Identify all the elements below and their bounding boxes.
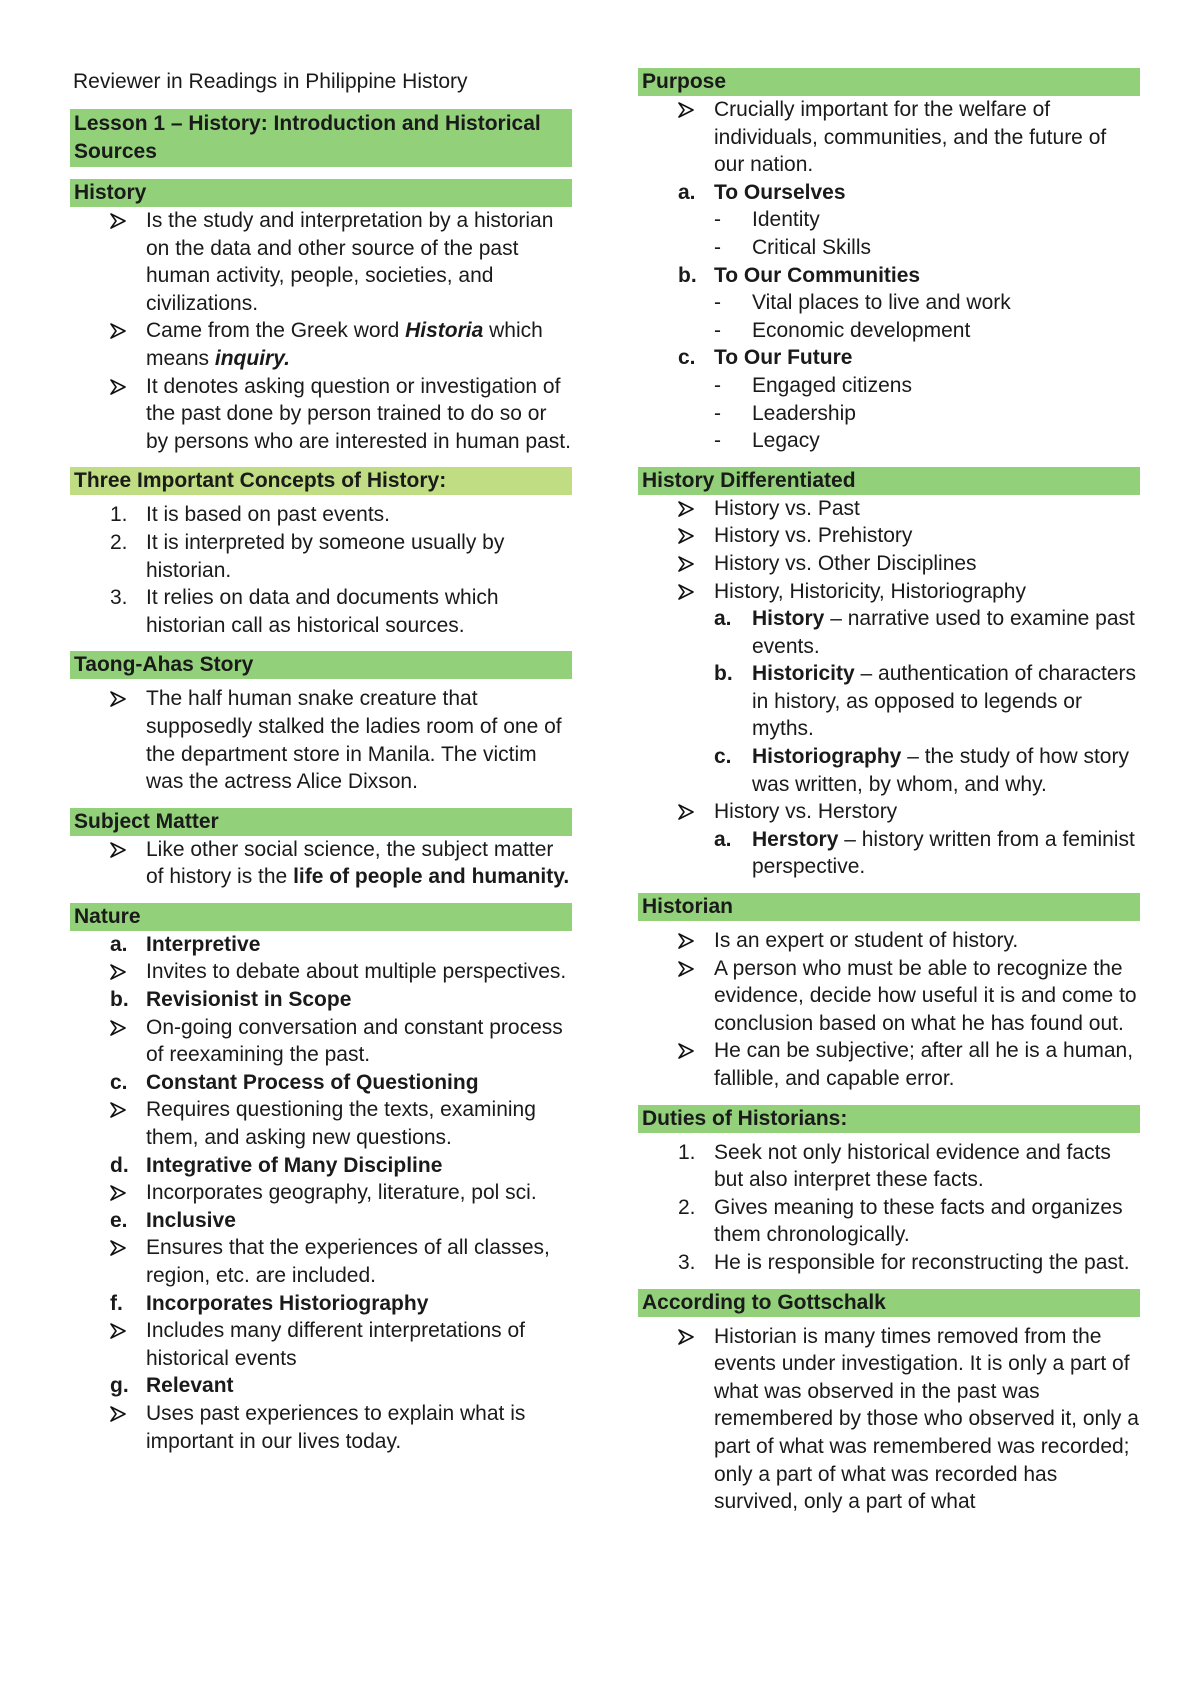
duty-item-1: 1. Seek not only historical evidence and facts but also interpret these facts. [678, 1140, 1111, 1192]
taong-ahas-header: Taong-Ahas Story [70, 651, 572, 679]
gottschalk-bullet: Historian is many times removed from the events under investigation. It is only a part of what was observed in the past was remembered by those who observed it, only a part of what was remembered was recorded; only a part of what was recorded has survived, only a part of what [638, 1323, 1140, 1516]
arrow-bullet-icon [110, 323, 126, 339]
arrow-bullet-icon [110, 1323, 126, 1339]
duty-item-2: 2. Gives meaning to these facts and organizes them chronologically. [678, 1195, 1123, 1247]
nature-desc-d: Incorporates geography, literature, pol sci. [70, 1179, 572, 1207]
arrow-bullet-icon [678, 501, 694, 517]
arrow-bullet-icon [110, 691, 126, 707]
arrow-bullet-icon [678, 1043, 694, 1059]
arrow-bullet-icon [110, 1185, 126, 1201]
arrow-bullet-icon [678, 804, 694, 820]
diff-sub-b: b. Historicity – authentication of characters in history, as opposed to legends or myths. [714, 662, 1137, 741]
concept-item-2: 2. It is interpreted by someone usually by historian. [110, 530, 505, 582]
diff-bullet-2: History vs. Prehistory [638, 522, 1140, 550]
arrow-bullet-icon [110, 842, 126, 858]
gottschalk-header: According to Gottschalk [638, 1289, 1140, 1317]
nature-item-c: c. Constant Process of Questioning [110, 1070, 479, 1094]
purpose-header: Purpose [638, 68, 1140, 96]
purpose-c-item-3: - Legacy [714, 429, 820, 453]
purpose-a-item-1: - Identity [714, 208, 820, 232]
diff-bullet-1: History vs. Past [638, 495, 1140, 523]
subject-matter-bullet: Like other social science, the subject matter of history is the life of people and humanity. [70, 836, 572, 891]
historian-bullet-1: Is an expert or student of history. [638, 927, 1140, 955]
purpose-group-c: c. To Our Future [678, 346, 853, 370]
arrow-bullet-icon [678, 961, 694, 977]
concepts-header: Three Important Concepts of History: [70, 467, 572, 495]
nature-desc-e: Ensures that the experiences of all classes, region, etc. are included. [70, 1234, 572, 1289]
diff-bullet-5: History vs. Herstory [638, 798, 1140, 826]
arrow-bullet-icon [678, 584, 694, 600]
duties-header: Duties of Historians: [638, 1105, 1140, 1133]
purpose-group-b: b. To Our Communities [678, 263, 921, 287]
arrow-bullet-icon [110, 1406, 126, 1422]
diff-sub-a: a. History – narrative used to examine past events. [714, 607, 1135, 658]
purpose-c-item-1: - Engaged citizens [714, 373, 912, 397]
diff-sub-c: c. Historiography – the study of how story was written, by whom, and why. [714, 745, 1129, 796]
arrow-bullet-icon [110, 1240, 126, 1256]
purpose-c-item-2: - Leadership [714, 401, 856, 425]
left-column [70, 68, 572, 1455]
arrow-bullet-icon [678, 528, 694, 544]
arrow-bullet-icon [678, 933, 694, 949]
diff-sub2-a: a. Herstory – history written from a feminist perspective. [714, 827, 1135, 879]
nature-desc-f: Includes many different interpretations of historical events [70, 1317, 572, 1372]
purpose-b-item-2: - Economic development [714, 318, 971, 342]
document-title: Reviewer in Readings in Philippine History [73, 70, 468, 93]
concept-item-3: 3. It relies on data and documents which historian call as historical sources. [110, 586, 499, 637]
diff-bullet-3: History vs. Other Disciplines [638, 550, 1140, 578]
nature-item-g: g. Relevant [110, 1374, 234, 1398]
arrow-bullet-icon [110, 1102, 126, 1118]
taong-ahas-bullet: The half human snake creature that supposedly stalked the ladies room of one of the department store in Manila. The victim was the actress Alice Dixson. [70, 685, 572, 795]
nature-item-e: e. Inclusive [110, 1208, 236, 1232]
history-bullet-2: Came from the Greek word Historia which means inquiry. [70, 317, 572, 372]
nature-item-a: a. Interpretive [110, 932, 261, 956]
duty-item-3: 3. He is responsible for reconstructing the past. [678, 1250, 1130, 1274]
nature-item-f: f. Incorporates Historiography [110, 1291, 429, 1315]
lesson-header: Lesson 1 – History: Introduction and Historical Sources [70, 109, 572, 167]
nature-desc-c: Requires questioning the texts, examining them, and asking new questions. [70, 1096, 572, 1151]
historian-bullet-2: A person who must be able to recognize the evidence, decide how useful it is and come to conclusion based on what he has found out. [638, 955, 1140, 1038]
purpose-a-item-2: - Critical Skills [714, 235, 872, 259]
arrow-bullet-icon [678, 102, 694, 118]
history-bullet-1: Is the study and interpretation by a historian on the data and other source of the past human activity, people, societies, and civilizations. [70, 207, 572, 317]
concept-item-1: 1. It is based on past events. [110, 503, 390, 527]
arrow-bullet-icon [678, 1329, 694, 1345]
purpose-bullet: Crucially important for the welfare of individuals, communities, and the future of our nation. [638, 96, 1140, 179]
arrow-bullet-icon [110, 964, 126, 980]
history-bullet-3: It denotes asking question or investigation of the past done by person trained to do so or by persons who are interested in human past. [70, 373, 572, 456]
arrow-bullet-icon [678, 556, 694, 572]
arrow-bullet-icon [110, 213, 126, 229]
historian-bullet-3: He can be subjective; after all he is a human, fallible, and capable error. [638, 1037, 1140, 1092]
arrow-bullet-icon [110, 379, 126, 395]
historian-header: Historian [638, 893, 1140, 921]
nature-desc-g: Uses past experiences to explain what is important in our lives today. [70, 1400, 572, 1455]
right-column [638, 68, 1140, 1516]
nature-desc-a: Invites to debate about multiple perspectives. [70, 958, 572, 986]
differentiated-header: History Differentiated [638, 467, 1140, 495]
purpose-group-a: a. To Ourselves [678, 180, 846, 204]
arrow-bullet-icon [110, 1020, 126, 1036]
nature-desc-b: On-going conversation and constant process of reexamining the past. [70, 1014, 572, 1069]
subject-matter-header: Subject Matter [70, 808, 572, 836]
nature-item-b: b. Revisionist in Scope [110, 988, 352, 1012]
history-header: History [70, 179, 572, 207]
purpose-b-item-1: - Vital places to live and work [714, 291, 1011, 315]
nature-item-d: d. Integrative of Many Discipline [110, 1153, 443, 1177]
nature-header: Nature [70, 903, 572, 931]
diff-bullet-4: History, Historicity, Historiography [638, 578, 1140, 606]
